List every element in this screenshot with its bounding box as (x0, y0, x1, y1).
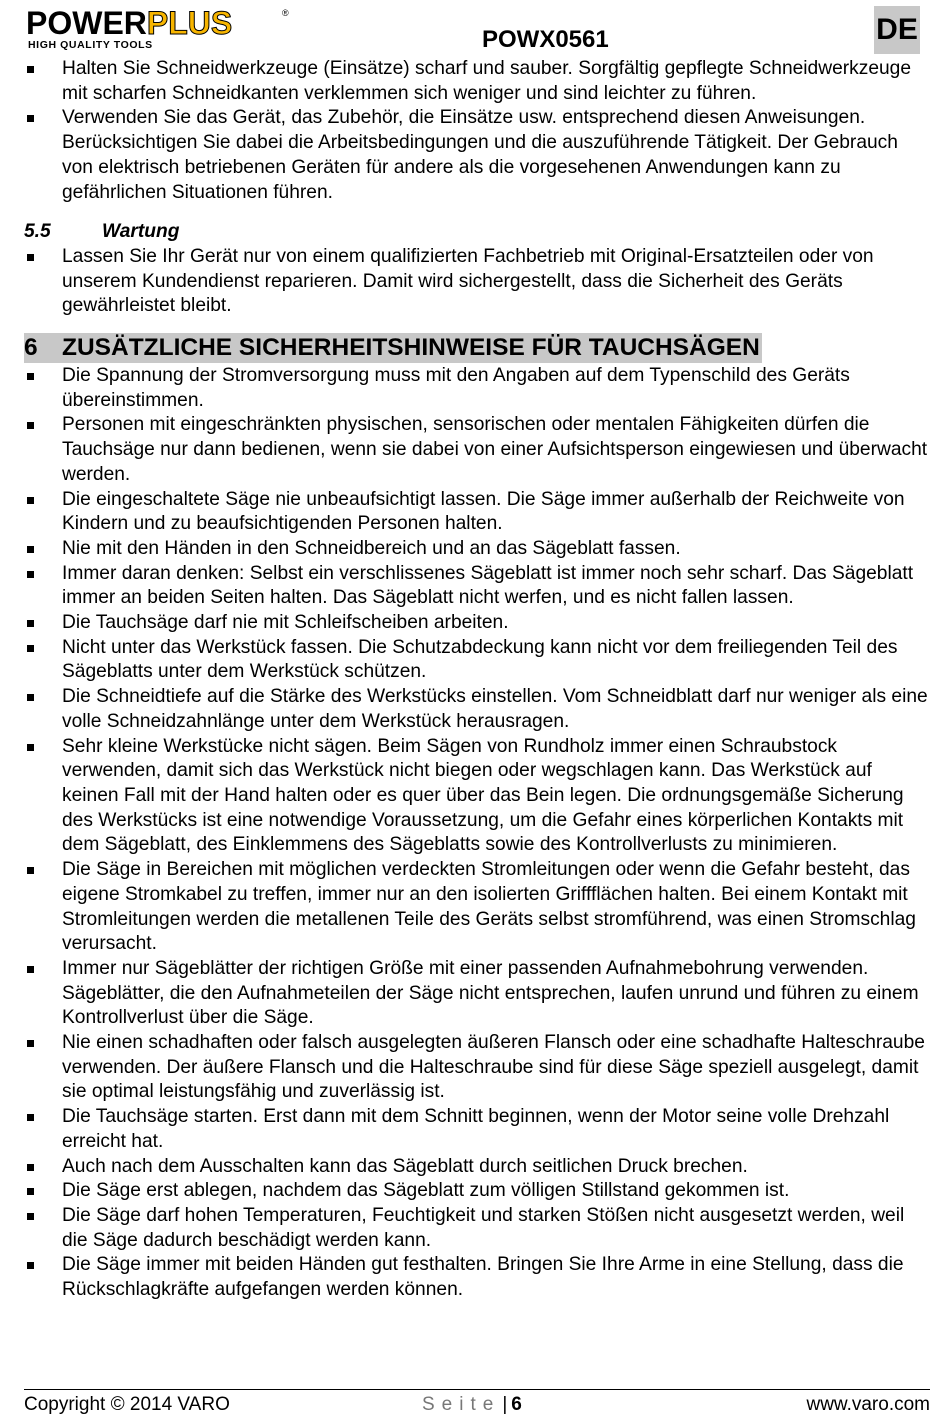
logo-plus-text: PLUS (146, 5, 233, 41)
square-bullet-icon (27, 1213, 34, 1220)
list-item (24, 57, 930, 106)
list-item-text: Halten Sie Schneidwerkzeuge (Einsätze) scharf und sauber. Sorgfältig gepflegte Schneidwerkzeuge mit scharfen Schneidkanten verklemmen sich weniger und sind leichter zu führen. (62, 58, 912, 104)
square-bullet-icon (27, 115, 34, 122)
square-bullet-icon (27, 571, 34, 578)
list-item (24, 858, 930, 957)
square-bullet-icon (27, 966, 34, 973)
square-bullet-icon (27, 254, 34, 261)
list-item-text: Nie einen schadhaften oder falsch ausgelegten äußeren Flansch oder eine schadhafte Halteschraube verwenden. Der äußere Flansch und die Halteschraube sind für diese Säge speziell ausgelegt, damit sie optimal leistungsfähig und zuverlässig ist. (62, 1032, 925, 1103)
list-item (24, 537, 930, 562)
list-item-text: Sehr kleine Werkstücke nicht sägen. Beim Sägen von Rundholz immer einen Schraubstock verwenden, damit sich das Werkstück nicht biegen oder wegschlagen kann. Das Werkstück auf keinen Fall mit der Hand halten oder es quer über das Bein legen. Die ordnungsgemäße Sicherung des Werkstücks ist eine notwendige Voraussetzung, um die Gefahr eines körperlichen Kontakts mit dem Sägeblatt, des Einklemmens des Sägeblatts sowie des Kontrollverlusts zu minimieren. (62, 735, 904, 856)
list-item-text: Nicht unter das Werkstück fassen. Die Schutzabdeckung kann nicht vor dem freiliegenden Teil des Sägeblatts unter dem Werkstück schützen. (62, 636, 898, 683)
square-bullet-icon (27, 1164, 34, 1171)
page-label: Seite (422, 1394, 501, 1415)
logo-power-text: POWER (26, 5, 147, 41)
list-item-text: Auch nach dem Ausschalten kann das Sägeblatt durch seitlichen Druck brechen. (62, 1155, 748, 1177)
subsection-heading (24, 220, 930, 245)
footer-divider (24, 1389, 930, 1390)
list-item (24, 245, 930, 319)
list-item (24, 685, 930, 734)
list-item-text: Lassen Sie Ihr Gerät nur von einem qualifizierten Fachbetrieb mit Original-Ersatzteilen oder von unserem Kundendienst reparieren. Damit wird sichergestellt, dass die Sicherheit des Geräts gewährleistet bleibt. (62, 245, 874, 317)
list-item-text: Immer daran denken: Selbst ein verschlissenes Sägeblatt ist immer noch sehr scharf. Das Sägeblatt immer an beiden Seiten halten. Das Sägeblatt nicht werfen, und es nicht fallen lassen. (62, 562, 914, 609)
subsection-number: 5.5 (24, 221, 51, 243)
square-bullet-icon (27, 867, 34, 874)
list-item-text: Die Säge darf hohen Temperaturen, Feuchtigkeit und starken Stößen nicht ausgesetzt werden, weil die Säge dadurch beschädigt werden kann. (62, 1204, 905, 1251)
square-bullet-icon (27, 645, 34, 652)
section-number: 6 (24, 334, 38, 362)
subsection-title: Wartung (102, 221, 180, 243)
page-number: 6 (511, 1394, 522, 1415)
square-bullet-icon (27, 694, 34, 701)
list-item-text: Die Säge immer mit beiden Händen gut festhalten. Bringen Sie Ihre Arme in eine Stellung, dass die Rückschlagkräfte aufgefangen werden können. (62, 1254, 904, 1301)
list-item (24, 364, 930, 413)
square-bullet-icon (27, 66, 34, 73)
list-item (24, 1253, 930, 1302)
list-item (24, 106, 930, 205)
list-item (24, 562, 930, 611)
list-item-text: Personen mit eingeschränkten physischen, sensorischen oder mentalen Fähigkeiten dürfen die Tauchsäge nur dann bedienen, wenn sie dabei von einer Aufsichtsperson eingewiesen und überwacht werden. (62, 414, 928, 485)
list-item (24, 636, 930, 685)
square-bullet-icon (27, 1114, 34, 1121)
list-item (24, 1155, 930, 1180)
list-item (24, 611, 930, 636)
list-item-text: Die Spannung der Stromversorgung muss mit den Angaben auf dem Typenschild des Geräts übereinstimmen. (62, 365, 850, 411)
copyright-text: Copyright © 2014 VARO (24, 1394, 230, 1415)
list-item (24, 488, 930, 537)
page-separator: | (502, 1394, 508, 1415)
square-bullet-icon (27, 373, 34, 380)
section-bullet-list (24, 364, 930, 1303)
page-footer (24, 1391, 930, 1419)
registered-mark: ® (282, 8, 289, 18)
page-indicator (422, 1391, 522, 1419)
square-bullet-icon (27, 497, 34, 504)
list-item (24, 1204, 930, 1253)
section-heading (24, 333, 762, 363)
website-link[interactable]: www.varo.com (806, 1394, 930, 1415)
list-item-text: Die Säge in Bereichen mit möglichen verdeckten Stromleitungen oder wenn die Gefahr besteht, das eigene Stromkabel zu treffen, immer nur an den isolierten Griffflächen halten. Bei einem Kontakt mit Stromleitungen werden die metallenen Teile des Geräts selbst stromführend, was einen Stromschlag verursacht. (62, 859, 916, 955)
page-content (24, 57, 930, 1303)
subsection-bullet-list (24, 245, 930, 319)
intro-bullet-list (24, 57, 930, 205)
square-bullet-icon (27, 744, 34, 751)
section-title: ZUSÄTZLICHE SICHERHEITSHINWEISE FÜR TAUCHSÄGEN (62, 334, 760, 362)
list-item (24, 1179, 930, 1204)
list-item (24, 735, 930, 859)
powerplus-logo (26, 6, 296, 50)
list-item-text: Die Säge erst ablegen, nachdem das Sägeblatt zum völligen Stillstand gekommen ist. (62, 1180, 790, 1202)
square-bullet-icon (27, 546, 34, 553)
square-bullet-icon (27, 1188, 34, 1195)
square-bullet-icon (27, 1262, 34, 1269)
square-bullet-icon (27, 1040, 34, 1047)
list-item-text: Die Tauchsäge darf nie mit Schleifscheiben arbeiten. (62, 612, 509, 634)
square-bullet-icon (27, 422, 34, 429)
list-item-text: Verwenden Sie das Gerät, das Zubehör, die Einsätze usw. entsprechend diesen Anweisungen. Berücksichtigen Sie dabei die Arbeitsbedingungen und die auszuführende Tätigkeit. Der Gebrauch von elektrisch betriebenen Geräten für andere als die vorgesehenen Anwendungen kann zu gefährlichen Situationen führen. (62, 107, 898, 203)
list-item-text: Nie mit den Händen in den Schneidbereich und an das Sägeblatt fassen. (62, 537, 681, 559)
logo-tagline: HIGH QUALITY TOOLS (28, 39, 153, 51)
page-header (0, 0, 950, 60)
list-item-text: Die Schneidtiefe auf die Stärke des Werkstücks einstellen. Vom Schneidblatt darf nur weniger als eine volle Schneidzahnlänge unter dem Werkstück herausragen. (62, 686, 928, 732)
list-item (24, 413, 930, 487)
model-number: POWX0561 (482, 26, 609, 53)
list-item (24, 957, 930, 1031)
list-item-text: Immer nur Sägeblätter der richtigen Größe mit einer passenden Aufnahmebohrung verwenden. Sägeblätter, die den Aufnahmeteilen der Säge nicht entsprechen, laufen unrund und führen zu einem Kontrollverlust über die Säge. (62, 957, 919, 1029)
list-item (24, 1031, 930, 1105)
logo-wordmark (26, 6, 232, 40)
square-bullet-icon (27, 620, 34, 627)
list-item-text: Die eingeschaltete Säge nie unbeaufsichtigt lassen. Die Säge immer außerhalb der Reichweite von Kindern und zu beaufsichtigenden Personen halten. (62, 488, 905, 535)
list-item-text: Die Tauchsäge starten. Erst dann mit dem Schnitt beginnen, wenn der Motor seine volle Drehzahl erreicht hat. (62, 1106, 890, 1152)
list-item (24, 1105, 930, 1154)
language-badge: DE (874, 6, 920, 54)
